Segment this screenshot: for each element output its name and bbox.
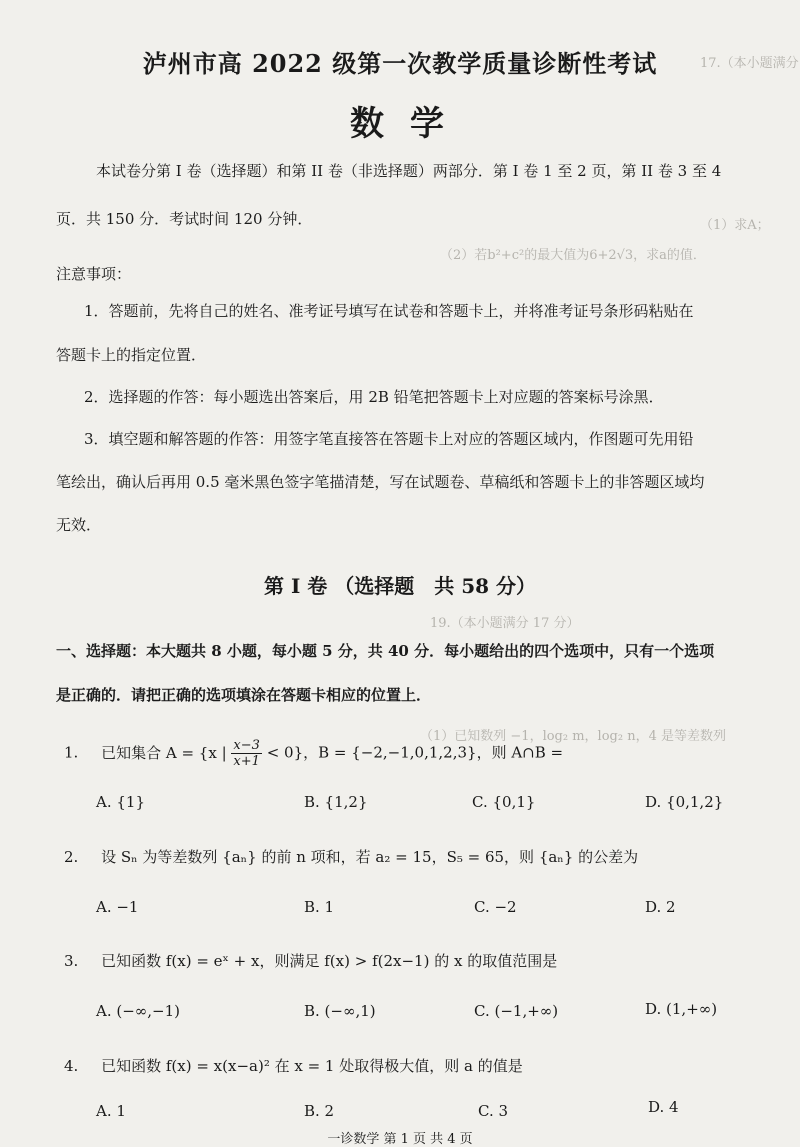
q2-option-a: A. −1: [96, 898, 139, 916]
q1-option-b: B. {1,2}: [304, 793, 368, 811]
note-1-line-1: 1．答题前，先将自己的姓名、准考证号填写在试卷和答题卡上，并将准考证号条形码粘贴在: [84, 302, 694, 320]
q4-option-c: C. 3: [478, 1102, 509, 1120]
bleed-text-5: （1）已知数列 −1，log₂ m，log₂ n，4 是等差数列: [420, 729, 726, 744]
fraction-denominator: x+1: [233, 754, 260, 769]
q3-option-d: D. (1,+∞): [645, 1000, 718, 1018]
question-2-stem: 设 Sₙ 为等差数列 {aₙ} 的前 n 项和，若 a₂ = 15，S₅ = 65，则 {aₙ} 的公差为: [101, 848, 639, 866]
q2-option-d: D. 2: [645, 898, 676, 916]
q4-option-b: B. 2: [304, 1102, 335, 1120]
q2-option-b: B. 1: [304, 898, 335, 916]
question-1-fraction: [231, 738, 262, 769]
fraction-numerator: x−3: [233, 738, 260, 753]
question-number: 4.: [64, 1057, 79, 1075]
q4-option-a: A. 1: [96, 1102, 126, 1120]
exam-title: 泸州市高 2022 级第一次教学质量诊断性考试: [142, 49, 658, 78]
section-1-title: 第 I 卷 （选择题 共 58 分）: [263, 574, 536, 598]
note-3-line-2: 笔绘出，确认后再用 0.5 毫米黑色签字笔描清楚，写在试题卷、草稿纸和答题卡上的非答题区域均: [56, 473, 705, 491]
question-number: 1.: [64, 743, 79, 762]
note-2-line-1: 2．选择题的作答：每小题选出答案后，用 2B 铅笔把答题卡上对应题的答案标号涂黑．: [84, 388, 664, 406]
bleed-text-1: 17.（本小题满分: [700, 56, 799, 71]
question-number: 3.: [64, 952, 79, 970]
q2-option-c: C. −2: [474, 898, 517, 916]
q1-option-a: A. {1}: [96, 793, 145, 811]
bleed-text-3: （2）若b²+c²的最大值为6+2√3，求a的值．: [440, 248, 706, 263]
subject-title: 数学: [350, 104, 470, 144]
q1-option-d: D. {0,1,2}: [645, 793, 724, 811]
bleed-text-4: 19.（本小题满分 17 分）: [430, 616, 580, 631]
question-1-stem-after: < 0}，B = {−2,−1,0,1,2,3}，则 A∩B =: [266, 743, 564, 762]
notes-heading: 注意事项：: [56, 265, 132, 283]
section-1-instructions-1: 一、选择题：本大题共 8 小题，每小题 5 分，共 40 分．每小题给出的四个选项中，只有一个选项: [56, 642, 715, 660]
question-4: [64, 1055, 523, 1076]
intro-line-2: 页．共 150 分．考试时间 120 分钟．: [56, 210, 313, 228]
question-1-stem-before: 已知集合 A = {x |: [101, 743, 227, 762]
bleed-text-2: （1）求A；: [700, 218, 770, 233]
question-4-stem: 已知函数 f(x) = x(x−a)² 在 x = 1 处取得极大值，则 a 的值是: [101, 1057, 523, 1075]
page-footer: 一诊数学 第 1 页 共 4 页: [327, 1132, 473, 1147]
note-3-line-3: 无效．: [56, 516, 102, 534]
question-1: [64, 738, 563, 769]
q4-option-d: D. 4: [648, 1098, 679, 1116]
intro-line-1: 本试卷分第 I 卷（选择题）和第 II 卷（非选择题）两部分．第 I 卷 1 至 2 页，第 II 卷 3 至 4: [96, 162, 722, 180]
q1-option-c: C. {0,1}: [472, 793, 536, 811]
q3-option-a: A. (−∞,−1): [96, 1002, 181, 1020]
section-1-instructions-2: 是正确的．请把正确的选项填涂在答题卡相应的位置上．: [56, 686, 432, 704]
note-1-line-2: 答题卡上的指定位置．: [56, 346, 207, 364]
q3-option-c: C. (−1,+∞): [474, 1002, 559, 1020]
q3-option-b: B. (−∞,1): [304, 1002, 376, 1020]
question-number: 2.: [64, 848, 79, 866]
note-3-line-1: 3．填空题和解答题的作答：用签字笔直接答在答题卡上对应的答题区域内，作图题可先用铅: [84, 430, 694, 448]
question-2: [64, 846, 638, 867]
question-3: [64, 950, 557, 971]
question-3-stem: 已知函数 f(x) = eˣ + x，则满足 f(x) > f(2x−1) 的 x 的取值范围是: [101, 952, 558, 970]
